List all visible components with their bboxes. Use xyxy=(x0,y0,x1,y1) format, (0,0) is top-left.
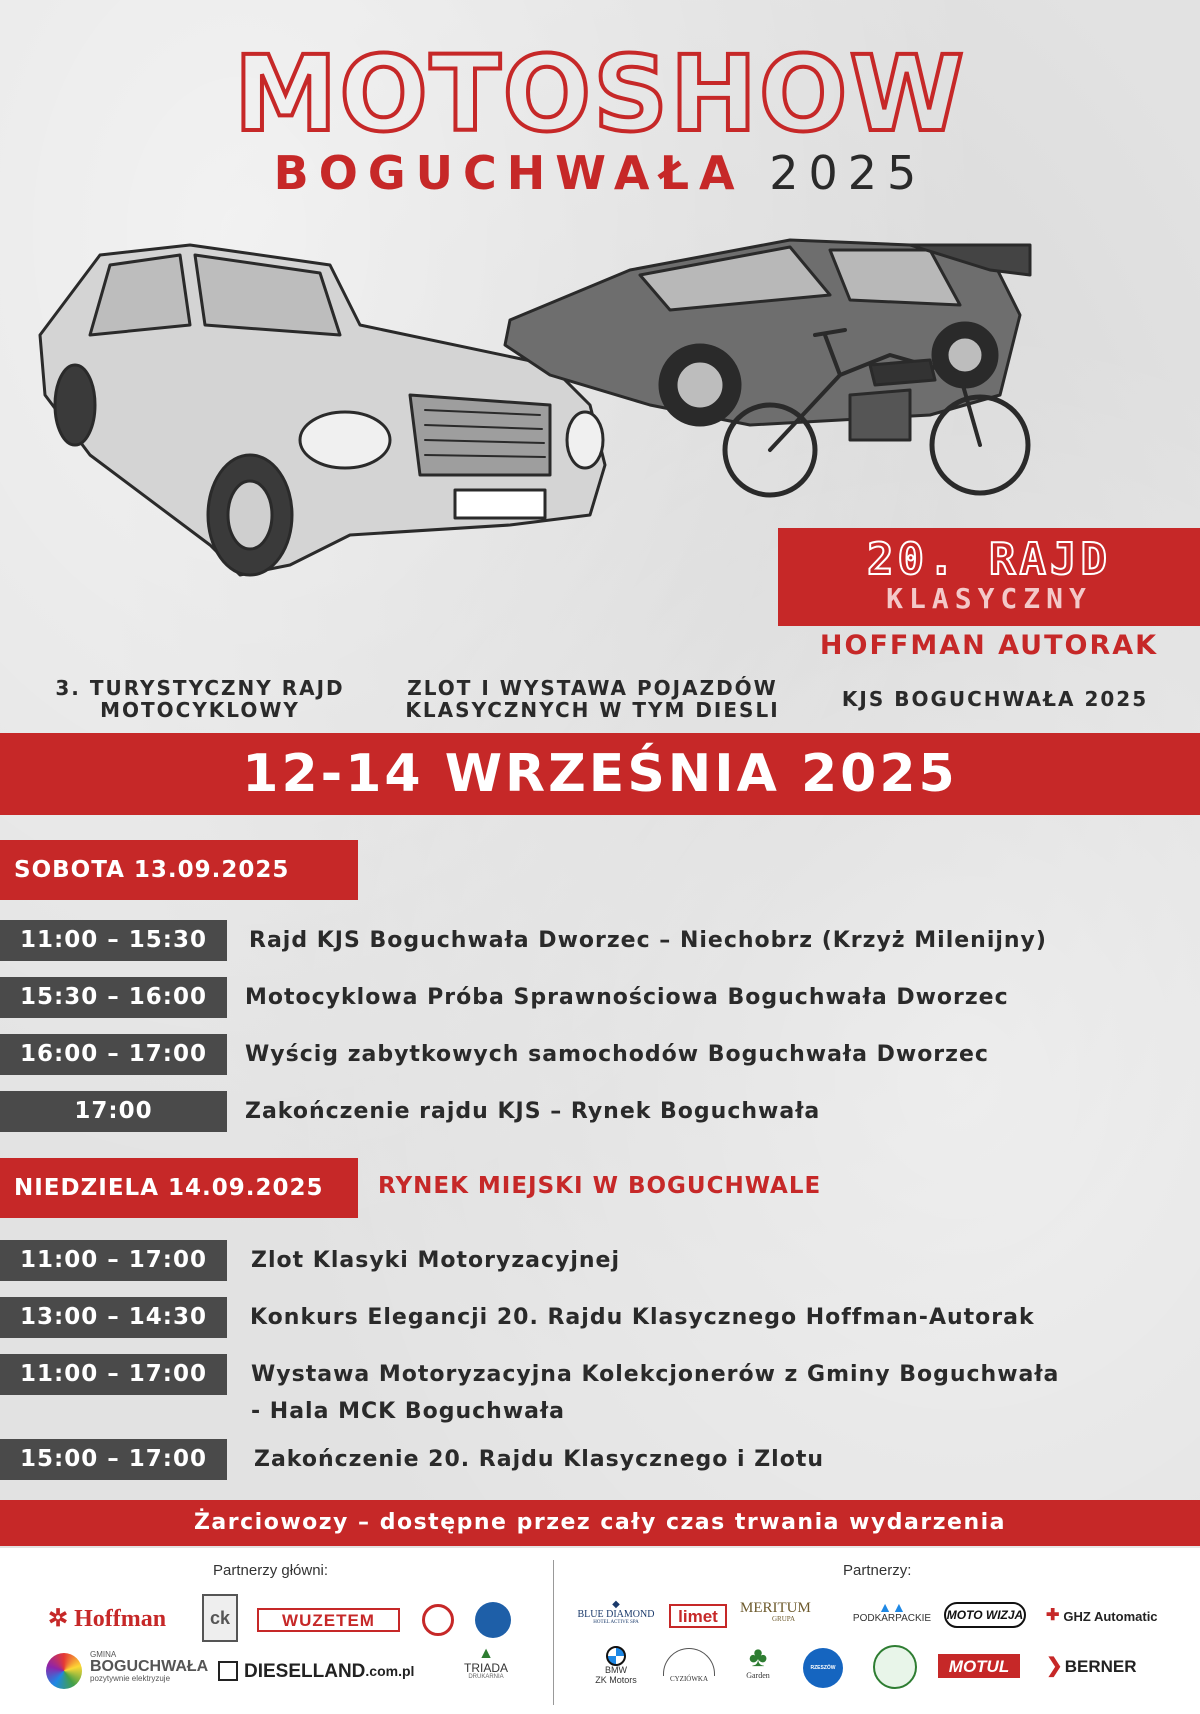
schedule-time: 11:00 – 17:00 xyxy=(0,1354,227,1395)
berner-logo: ❯ BERNER xyxy=(1046,1655,1137,1677)
hoffman-logo: ✲ Hoffman xyxy=(48,1605,167,1632)
motorcycle-rally-line2: MOTOCYKLOWY xyxy=(100,698,300,722)
schedule-description xyxy=(251,1356,1059,1430)
club-emblem-icon xyxy=(475,1602,511,1638)
kjs-label: KJS BOGUCHWAŁA 2025 xyxy=(841,687,1149,711)
city-name: BOGUCHWAŁA xyxy=(273,146,745,200)
schedule-description: Rajd KJS Boguchwała Dworzec – Niechobrz (Krzyż Milenijny) xyxy=(249,928,1047,953)
food-trucks-banner: Żarciowozy – dostępne przez cały czas trwania wydarzenia xyxy=(0,1500,1200,1546)
classic-vehicles-line1: ZLOT I WYSTAWA POJAZDÓW xyxy=(407,676,778,700)
partners-title: Partnerzy: xyxy=(843,1562,912,1579)
classic-sedan-icon xyxy=(40,245,605,575)
rally-number: 20. RAJD xyxy=(867,534,1111,585)
main-partners-title: Partnerzy główni: xyxy=(213,1562,329,1579)
schedule-description: Konkurs Elegancji 20. Rajdu Klasycznego Hoffman-Autorak xyxy=(250,1305,1035,1330)
schedule-description: Zlot Klasyki Motoryzacyjnej xyxy=(251,1248,621,1273)
classic-vehicles-label xyxy=(390,677,795,721)
schedule-time: 13:00 – 14:30 xyxy=(0,1297,227,1338)
schedule-time: 15:30 – 16:00 xyxy=(0,977,227,1018)
triada-logo: ▲ TRIADA DRUKARNIA xyxy=(456,1646,516,1680)
partners-section xyxy=(0,1548,1200,1714)
schedule-description-line2: - Hala MCK Boguchwała xyxy=(251,1399,566,1424)
podkarpackie-logo: ▲▲ PODKARPACKIE xyxy=(848,1600,936,1624)
bmw-roundel-icon xyxy=(606,1646,626,1666)
schedule-time: 11:00 – 17:00 xyxy=(0,1240,227,1281)
partners-divider xyxy=(553,1560,554,1705)
limet-logo: limet xyxy=(669,1604,727,1628)
schedule-description: Motocyklowa Próba Sprawnościowa Boguchwała Dworzec xyxy=(245,985,1009,1010)
mountains-icon: ▲▲ xyxy=(878,1599,906,1615)
motorcycle-rally-label xyxy=(30,677,370,721)
dieselland-box-icon xyxy=(218,1661,238,1681)
event-year: 2025 xyxy=(769,146,927,200)
schedule-description: Zakończenie 20. Rajdu Klasycznego i Zlotu xyxy=(254,1447,824,1472)
cyziowka-logo: CYZIÓWKA xyxy=(660,1648,718,1683)
rally-badge xyxy=(778,528,1200,626)
sunday-header: NIEDZIELA 14.09.2025 xyxy=(0,1158,358,1218)
event-subtitle xyxy=(0,146,1200,200)
date-banner: 12-14 WRZEŚNIA 2025 xyxy=(0,733,1200,815)
ghz-mark-icon: ✚ xyxy=(1046,1607,1060,1624)
schedule-time: 16:00 – 17:00 xyxy=(0,1034,227,1075)
diamond-icon: ◆ xyxy=(612,1599,620,1610)
dieselland-logo: DIESELLAND .com.pl xyxy=(218,1658,414,1684)
tg-emblem-icon xyxy=(422,1604,454,1636)
blue-diamond-logo: ◆ BLUE DIAMOND HOTEL ACTIVE SPA xyxy=(573,1600,659,1625)
forest-district-emblem-icon xyxy=(873,1645,917,1689)
triada-leaf-icon: ▲ xyxy=(478,1645,494,1662)
schedule-description-line1: Wystawa Motoryzacyjna Kolekcjonerów z Gminy Boguchwała xyxy=(251,1362,1060,1387)
event-title: MOTOSHOW xyxy=(233,33,967,155)
garden-logo: ♣ Garden xyxy=(736,1644,780,1680)
sunday-location: RYNEK MIEJSKI W BOGUCHWALE xyxy=(378,1173,822,1199)
mck-logo: ck xyxy=(202,1594,238,1642)
meritum-logo: MERITUM GRUPA xyxy=(740,1600,811,1623)
manor-house-icon xyxy=(663,1648,715,1676)
tree-icon: ♣ xyxy=(748,1642,768,1673)
schedule-time: 17:00 xyxy=(0,1091,227,1132)
motorcycle-rally-line1: 3. TURYSTYCZNY RAJD xyxy=(55,676,345,700)
schedule-time: 15:00 – 17:00 xyxy=(0,1439,227,1480)
ghz-automatic-logo: ✚ GHZ Automatic xyxy=(1046,1607,1158,1624)
berner-mark-icon: ❯ xyxy=(1046,1655,1063,1677)
motul-logo: MOTUL xyxy=(938,1654,1020,1678)
gmina-boguchwala-logo: GMINA BOGUCHWAŁA pozytywnie elektryzuje xyxy=(90,1650,209,1683)
rally-subtitle: KLASYCZNY xyxy=(886,582,1092,615)
rzeszow-radio-logo: RZESZÓW xyxy=(803,1648,843,1688)
schedule-description: Zakończenie rajdu KJS – Rynek Boguchwała xyxy=(245,1099,821,1124)
wuzetem-logo: WUZETEM xyxy=(257,1608,400,1632)
gmina-flower-icon xyxy=(46,1653,82,1689)
schedule-description: Wyścig zabytkowych samochodów Boguchwała Dworzec xyxy=(245,1042,989,1067)
schedule-time: 11:00 – 15:30 xyxy=(0,920,227,961)
motowizja-logo: MOTO WIZJA xyxy=(944,1602,1026,1628)
classic-vehicles-line2: KLASYCZNYCH W TYM DIESLI xyxy=(405,698,780,722)
saturday-header: SOBOTA 13.09.2025 xyxy=(0,840,358,900)
hoffman-swirl-icon: ✲ xyxy=(48,1605,69,1632)
rally-organizer: HOFFMAN AUTORAK xyxy=(819,630,1159,661)
bmw-zk-motors-logo: BMW ZK Motors xyxy=(590,1646,642,1686)
